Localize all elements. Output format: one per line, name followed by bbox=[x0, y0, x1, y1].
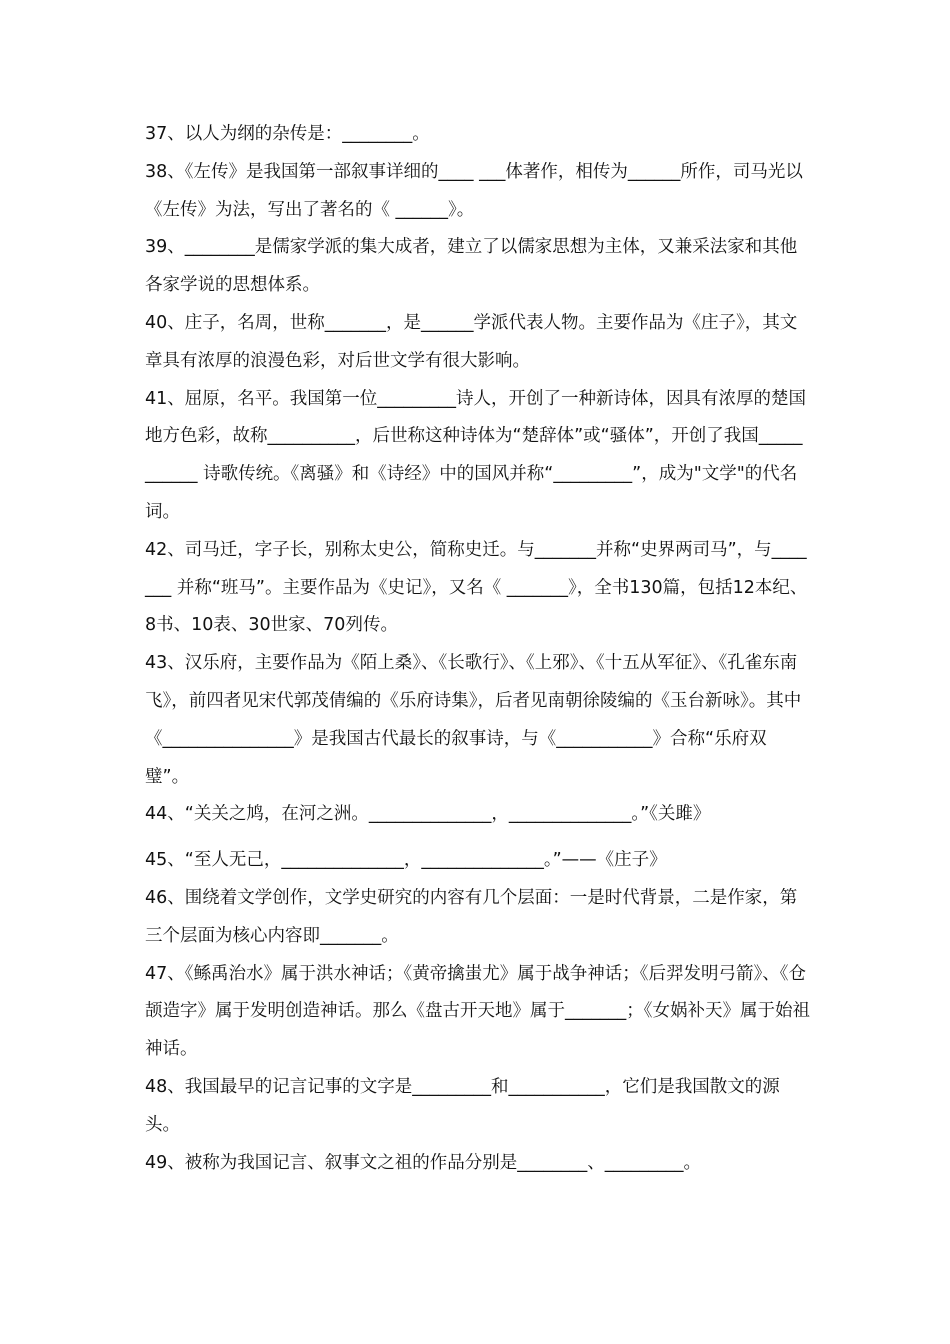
question-46: 46、围绕着文学创作，文学史研究的内容有几个层面：一是时代背景，二是作家，第三个层面为核心内容即_______。 bbox=[145, 887, 798, 946]
question-38: 38、《左传》是我国第一部叙事详细的____ ___体著作，相传为______所作，司马光以《左传》为法，写出了著名的《 ______》。 bbox=[145, 161, 803, 220]
question-37: 37、以人为纲的杂传是：________。 bbox=[145, 124, 430, 144]
question-48: 48、我国最早的记言记事的文字是_________和___________，它们是我国散文的源头。 bbox=[145, 1076, 780, 1135]
question-49: 49、被称为我国记言、叙事文之祖的作品分别是________、_________。 bbox=[145, 1152, 702, 1173]
question-39: 39、________是儒家学派的集大成者，建立了以儒家思想为主体，又兼采法家和其他各家学说的思想体系。 bbox=[145, 237, 798, 296]
question-47: 47、《鲧禹治水》属于洪水神话；《黄帝擒蚩尤》属于战争神话；《后羿发明弓箭》、《仓颉造字》属于发明创造神话。那么《盘古开天地》属于_______；《女娲补天》属于始祖神话。 bbox=[145, 963, 810, 1060]
question-44: 44、“关关之鸠，在河之洲。______________，______________。”《关雎》 bbox=[145, 804, 711, 825]
question-42: 42、司马迁，字子长，别称太史公，简称史迁。与_______并称“史界两司马”，与_______ 并称“班马”。主要作品为《史记》，又名《 _______》，全书130篇，包括12本纪、8书、10表、30世家、70列传。 bbox=[145, 539, 808, 636]
question-list bbox=[145, 116, 810, 1182]
question-41: 41、屈原，名平。我国第一位_________诗人，开创了一种新诗体，因具有浓厚的楚国地方色彩，故称__________，后世称这种诗体为“楚辞体”或“骚体”，开创了我国___________ 诗歌传统。《离骚》和《诗经》中的国风并称“_________”，成为"文学"的代名词。 bbox=[145, 388, 807, 522]
question-40: 40、庄子，名周，世称_______，是______学派代表人物。主要作品为《庄子》，其文章具有浓厚的浪漫色彩，对后世文学有很大影响。 bbox=[145, 312, 798, 371]
question-45: 45、“至人无己，______________，______________。”——《庄子》 bbox=[145, 850, 667, 871]
question-43: 43、汉乐府，主要作品为《陌上桑》、《长歌行》、《上邪》、《十五从军征》、《孔雀东南飞》，前四者见宋代郭茂倩编的《乐府诗集》，后者见南朝徐陵编的《玉台新咏》。其中《_______________》是我国古代最长的叙事诗，与《___________》合称“乐府双璧”。 bbox=[145, 653, 802, 787]
